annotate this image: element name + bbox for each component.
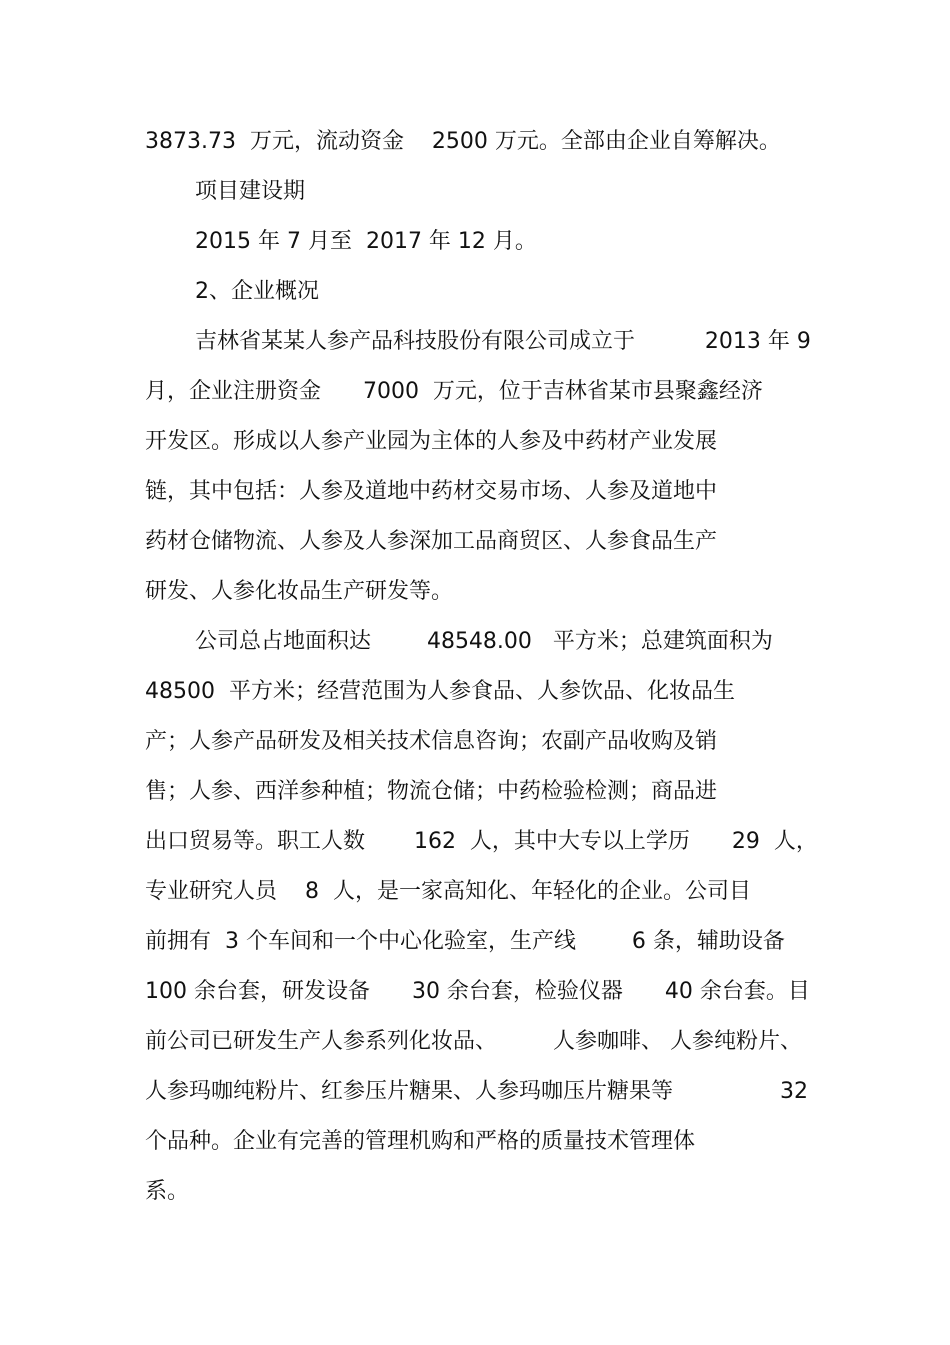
- text-line-14: 售；人参、西洋参种植；物流仓储；中药检验检测；商品进: [145, 779, 718, 804]
- text-line-5: 吉林省某某人参产品科技股份有限公司成立于 2013 年 9: [195, 329, 811, 354]
- text-line-8: 链，其中包括：人参及道地中药材交易市场、人参及道地中: [145, 479, 718, 504]
- text-line-22: 系。: [145, 1179, 190, 1204]
- text-line-18: 100 余台套，研发设备 30 余台套，检验仪器 40 余台套。目: [145, 979, 810, 1004]
- text-line-9: 药材仓储物流、人参及人参深加工品商贸区、人参食品生产: [145, 529, 718, 554]
- text-line-19: 前公司已研发生产人参系列化妆品、 人参咖啡、 人参纯粉片、: [145, 1029, 802, 1054]
- text-line-20-number: 32: [780, 1079, 808, 1104]
- text-line-16: 专业研究人员 8 人，是一家高知化、年轻化的企业。公司目: [145, 879, 751, 904]
- section-heading: 2、企业概况: [195, 279, 319, 304]
- text-line-7: 开发区。形成以人参产业园为主体的人参及中药材产业发展: [145, 429, 718, 454]
- text-line-2: 项目建设期: [195, 179, 306, 204]
- text-line-6: 月，企业注册资金 7000 万元，位于吉林省某市县聚鑫经济: [145, 379, 763, 404]
- text-line-17: 前拥有 3 个车间和一个中心化验室，生产线 6 条，辅助设备: [145, 929, 785, 954]
- text-line-1: 3873.73 万元，流动资金 2500 万元。全部由企业自筹解决。: [145, 129, 781, 154]
- text-line-20: 人参玛咖纯粉片、红参压片糖果、人参玛咖压片糖果等: [145, 1079, 674, 1104]
- text-line-15: 出口贸易等。职工人数 162 人，其中大专以上学历 29 人，: [145, 829, 818, 854]
- text-line-11: 公司总占地面积达 48548.00 平方米；总建筑面积为: [195, 629, 773, 654]
- text-line-13: 产；人参产品研发及相关技术信息咨询；农副产品收购及销: [145, 729, 718, 754]
- text-line-3: 2015 年 7 月至 2017 年 12 月。: [195, 229, 537, 254]
- text-line-21: 个品种。企业有完善的管理机购和严格的质量技术管理体: [145, 1129, 696, 1154]
- text-line-12: 48500 平方米；经营范围为人参食品、人参饮品、化妆品生: [145, 679, 735, 704]
- text-line-10: 研发、人参化妆品生产研发等。: [145, 579, 454, 604]
